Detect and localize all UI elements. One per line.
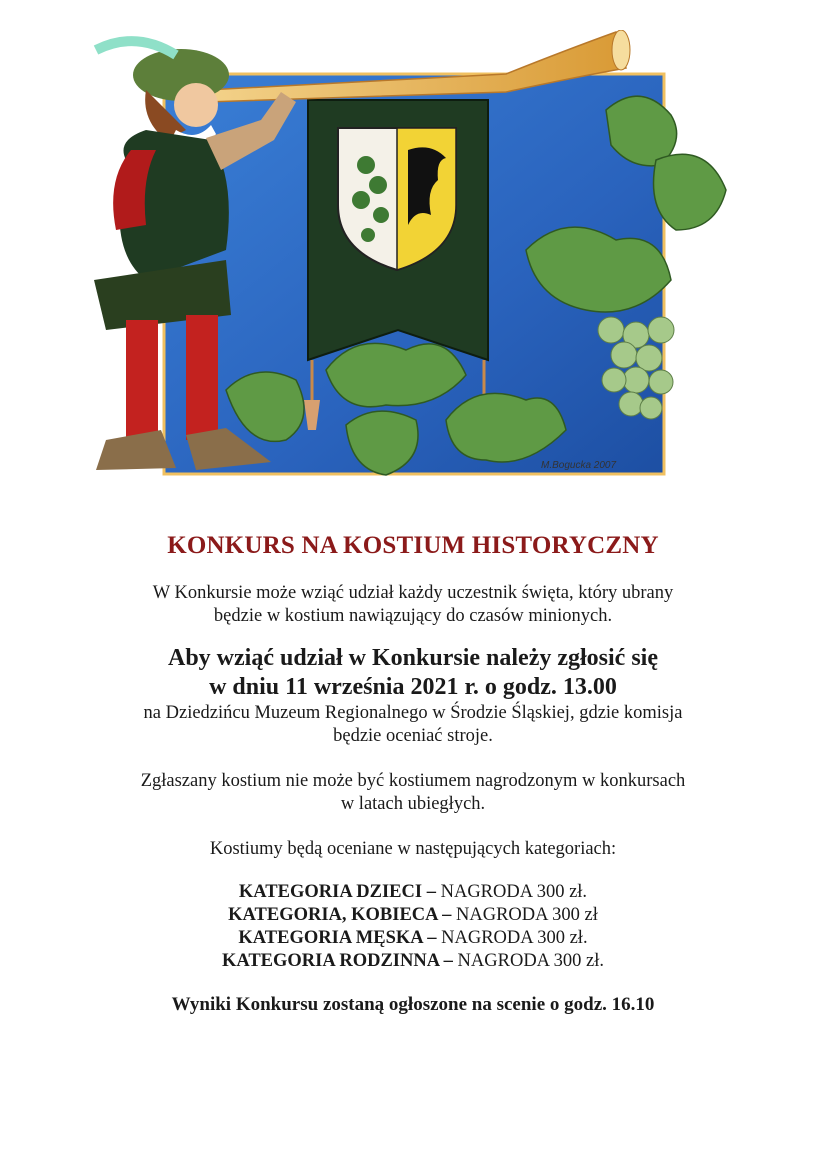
location-line-2: będzie oceniać stroje. <box>333 726 493 746</box>
announcement <box>40 532 786 1017</box>
headline-line-2: w dniu 11 września 2021 r. o godz. 13.00 <box>209 674 617 700</box>
results-announcement: Wyniki Konkursu zostaną ogłoszone na scenie o godz. 16.10 <box>171 994 655 1015</box>
category-prize: NAGRODA 300 zł. <box>435 882 588 902</box>
rule-line-1: Zgłaszany kostium nie może być kostiumem nagrodzonym w konkursach <box>140 771 686 791</box>
location-line-1: na Dziedzińcu Muzeum Regionalnego w Środzie Śląskiej, gdzie komisja <box>143 703 683 723</box>
herald-trumpeter-painting <box>86 30 746 500</box>
categories-intro: Kostiumy będą oceniane w następujących kategoriach: <box>209 839 617 859</box>
intro-line-2: będzie w kostium nawiązujący do czasów minionych. <box>213 606 613 626</box>
headline-line-1: Aby wziąć udział w Konkursie należy zgłosić się <box>168 645 658 671</box>
category-prize: NAGRODA 300 zł. <box>436 928 588 948</box>
category-children <box>40 881 786 904</box>
page-title: KONKURS NA KOSTIUM HISTORYCZNY <box>167 532 659 559</box>
herald-illustration <box>86 30 746 500</box>
category-family <box>40 950 786 973</box>
intro-line-1: W Konkursie może wziąć udział każdy uczestnik święta, który ubrany <box>152 583 674 603</box>
rule-line-2: w latach ubiegłych. <box>340 794 486 814</box>
category-name: KATEGORIA, KOBIECA – <box>228 905 452 925</box>
artist-signature: M.Bogucka 2007 <box>541 460 617 471</box>
category-prize: NAGRODA 300 zł. <box>452 951 605 971</box>
category-name: KATEGORIA MĘSKA – <box>238 928 437 948</box>
category-women <box>40 904 786 927</box>
category-name: KATEGORIA DZIECI – <box>238 882 436 902</box>
category-men <box>40 927 786 950</box>
category-prize: NAGRODA 300 zł <box>451 905 598 925</box>
category-name: KATEGORIA RODZINNA – <box>221 951 453 971</box>
